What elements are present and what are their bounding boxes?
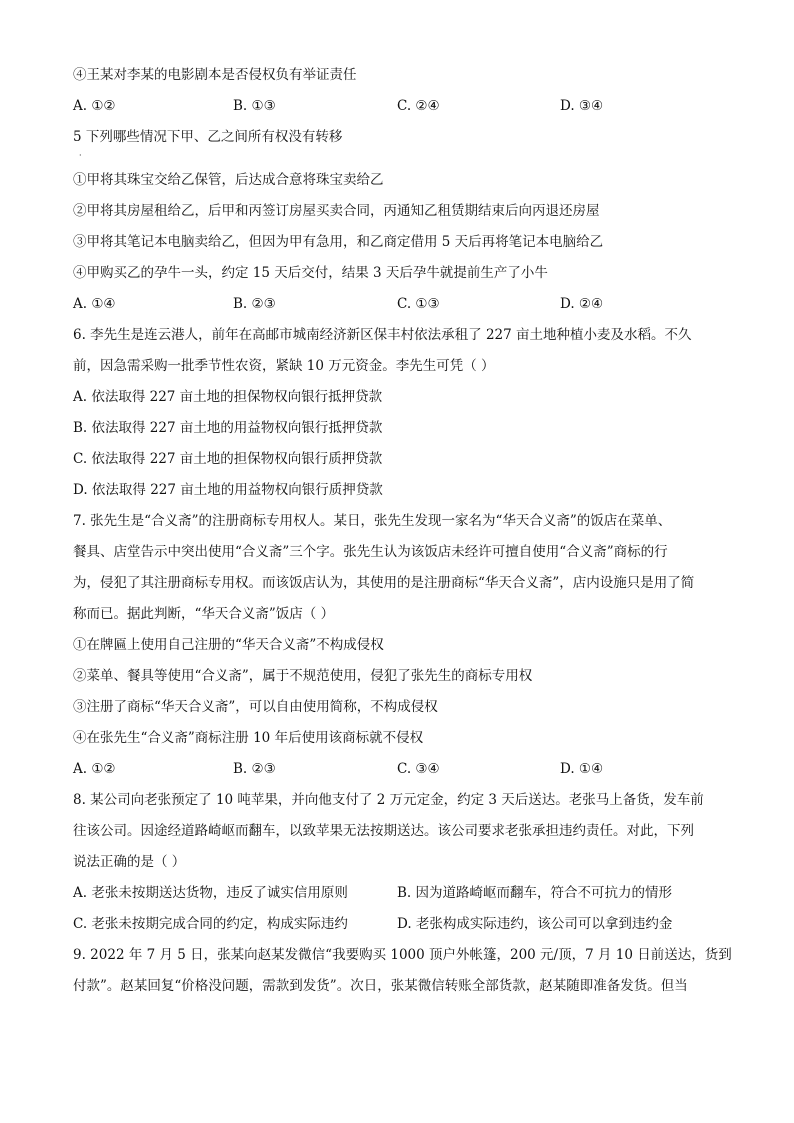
q5-option-c: C. ①③ [397,296,440,312]
q5-stem: 5 下列哪些情况下甲、乙之间所有权没有转移 [73,129,343,145]
q8-options-row-1 [73,883,733,903]
q7-item-1: ①在牌匾上使用自己注册的“华天合义斋”不构成侵权 [73,637,384,653]
q4-item-4: ④王某对李某的电影剧本是否侵权负有举证责任 [73,67,357,83]
q7-item-2: ②菜单、餐具等使用“合义斋”，属于不规范使用，侵犯了张先生的商标专用权 [73,668,533,684]
q4-option-d: D. ③④ [560,98,604,114]
q5-item-4: ④甲购买乙的孕牛一头，约定 15 天后交付，结果 3 天后孕牛就提前生产了小牛 [73,265,548,281]
q9-stem-line-1: 9. 2022 年 7 月 5 日，张某向赵某发微信“我要购买 1000 顶户外帐篷，200 元/顶，7 月 10 日前送达，货到 [73,947,732,963]
q6-stem-line-1: 6. 李先生是连云港人，前年在高邮市城南经济新区保丰村依法承租了 227 亩土地种植小麦及水稻。不久 [73,327,692,343]
q6-option-a: A. 依法取得 227 亩土地的担保物权向银行抵押贷款 [73,389,383,405]
q7-item-4: ④在张先生“合义斋”商标注册 10 年后使用该商标就不侵权 [73,730,424,746]
q8-stem-line-3: 说法正确的是（ ） [73,854,186,870]
q6-stem-line-2: 前，因急需采购一批季节性农资，紧缺 10 万元资金。李先生可凭（ ） [73,358,495,374]
q6-option-c: C. 依法取得 227 亩土地的担保物权向银行质押贷款 [73,451,383,467]
q8-option-b: B. 因为道路崎岖而翻车，符合不可抗力的情形 [397,885,673,901]
q9-stem-line-2: 付款”。赵某回复“价格没问题，需款到发货”。次日，张某微信转账全部货款，赵某随即准备发货。但当 [73,978,688,994]
q8-option-d: D. 老张构成实际违约，该公司可以拿到违约金 [397,916,673,932]
q5-item-3: ③甲将其笔记本电脑卖给乙，但因为甲有急用，和乙商定借用 5 天后再将笔记本电脑给乙 [73,234,604,250]
q5-option-a: A. ①④ [73,296,116,312]
q5-item-2: ②甲将其房屋租给乙，后甲和丙签订房屋买卖合同，丙通知乙租赁期结束后向丙退还房屋 [73,203,600,219]
q7-option-b: B. ②③ [233,761,276,777]
q6-option-b: B. 依法取得 227 亩土地的用益物权向银行抵押贷款 [73,420,383,436]
q8-options-row-2 [73,914,733,934]
q7-stem-line-3: 为，侵犯了其注册商标专用权。而该饭店认为，其使用的是注册商标“华天合义斋”，店内设施只是用了简 [73,575,695,591]
q7-option-d: D. ①④ [560,761,604,777]
q4-options [73,96,733,116]
q7-item-3: ③注册了商标“华天合义斋”，可以自由使用简称，不构成侵权 [73,699,438,715]
q5-stray-dot: · [79,151,82,160]
q5-option-d: D. ②④ [560,296,604,312]
q7-stem-line-2: 餐具、店堂告示中突出使用“合义斋”三个字。张先生认为该饭店未经许可擅自使用“合义斋”商标的行 [73,544,668,560]
q4-option-b: B. ①③ [233,98,276,114]
q5-item-1: ①甲将其珠宝交给乙保管，后达成合意将珠宝卖给乙 [73,172,384,188]
q4-option-a: A. ①② [73,98,116,114]
q8-stem-line-2: 往该公司。因途经道路崎岖而翻车，以致苹果无法按期送达。该公司要求老张承担违约责任。对此，下列 [73,823,694,839]
q5-options [73,294,733,314]
q8-option-c: C. 老张未按期完成合同的约定，构成实际违约 [73,916,348,932]
q4-option-c: C. ②④ [397,98,440,114]
q5-option-b: B. ②③ [233,296,276,312]
q8-stem-line-1: 8. 某公司向老张预定了 10 吨苹果，并向他支付了 2 万元定金，约定 3 天后送达。老张马上备货，发车前 [73,792,704,808]
q6-option-d: D. 依法取得 227 亩土地的用益物权向银行质押贷款 [73,482,383,498]
q8-option-a: A. 老张未按期送达货物，违反了诚实信用原则 [73,885,348,901]
q7-stem-line-1: 7. 张先生是“合义斋”的注册商标专用权人。某日，张先生发现一家名为“华天合义斋”的饭店在菜单、 [73,513,672,529]
q7-stem-line-4: 称而已。据此判断，“华天合义斋”饭店（ ） [73,606,335,622]
q7-options [73,759,733,779]
q7-option-a: A. ①② [73,761,116,777]
q7-option-c: C. ③④ [397,761,440,777]
